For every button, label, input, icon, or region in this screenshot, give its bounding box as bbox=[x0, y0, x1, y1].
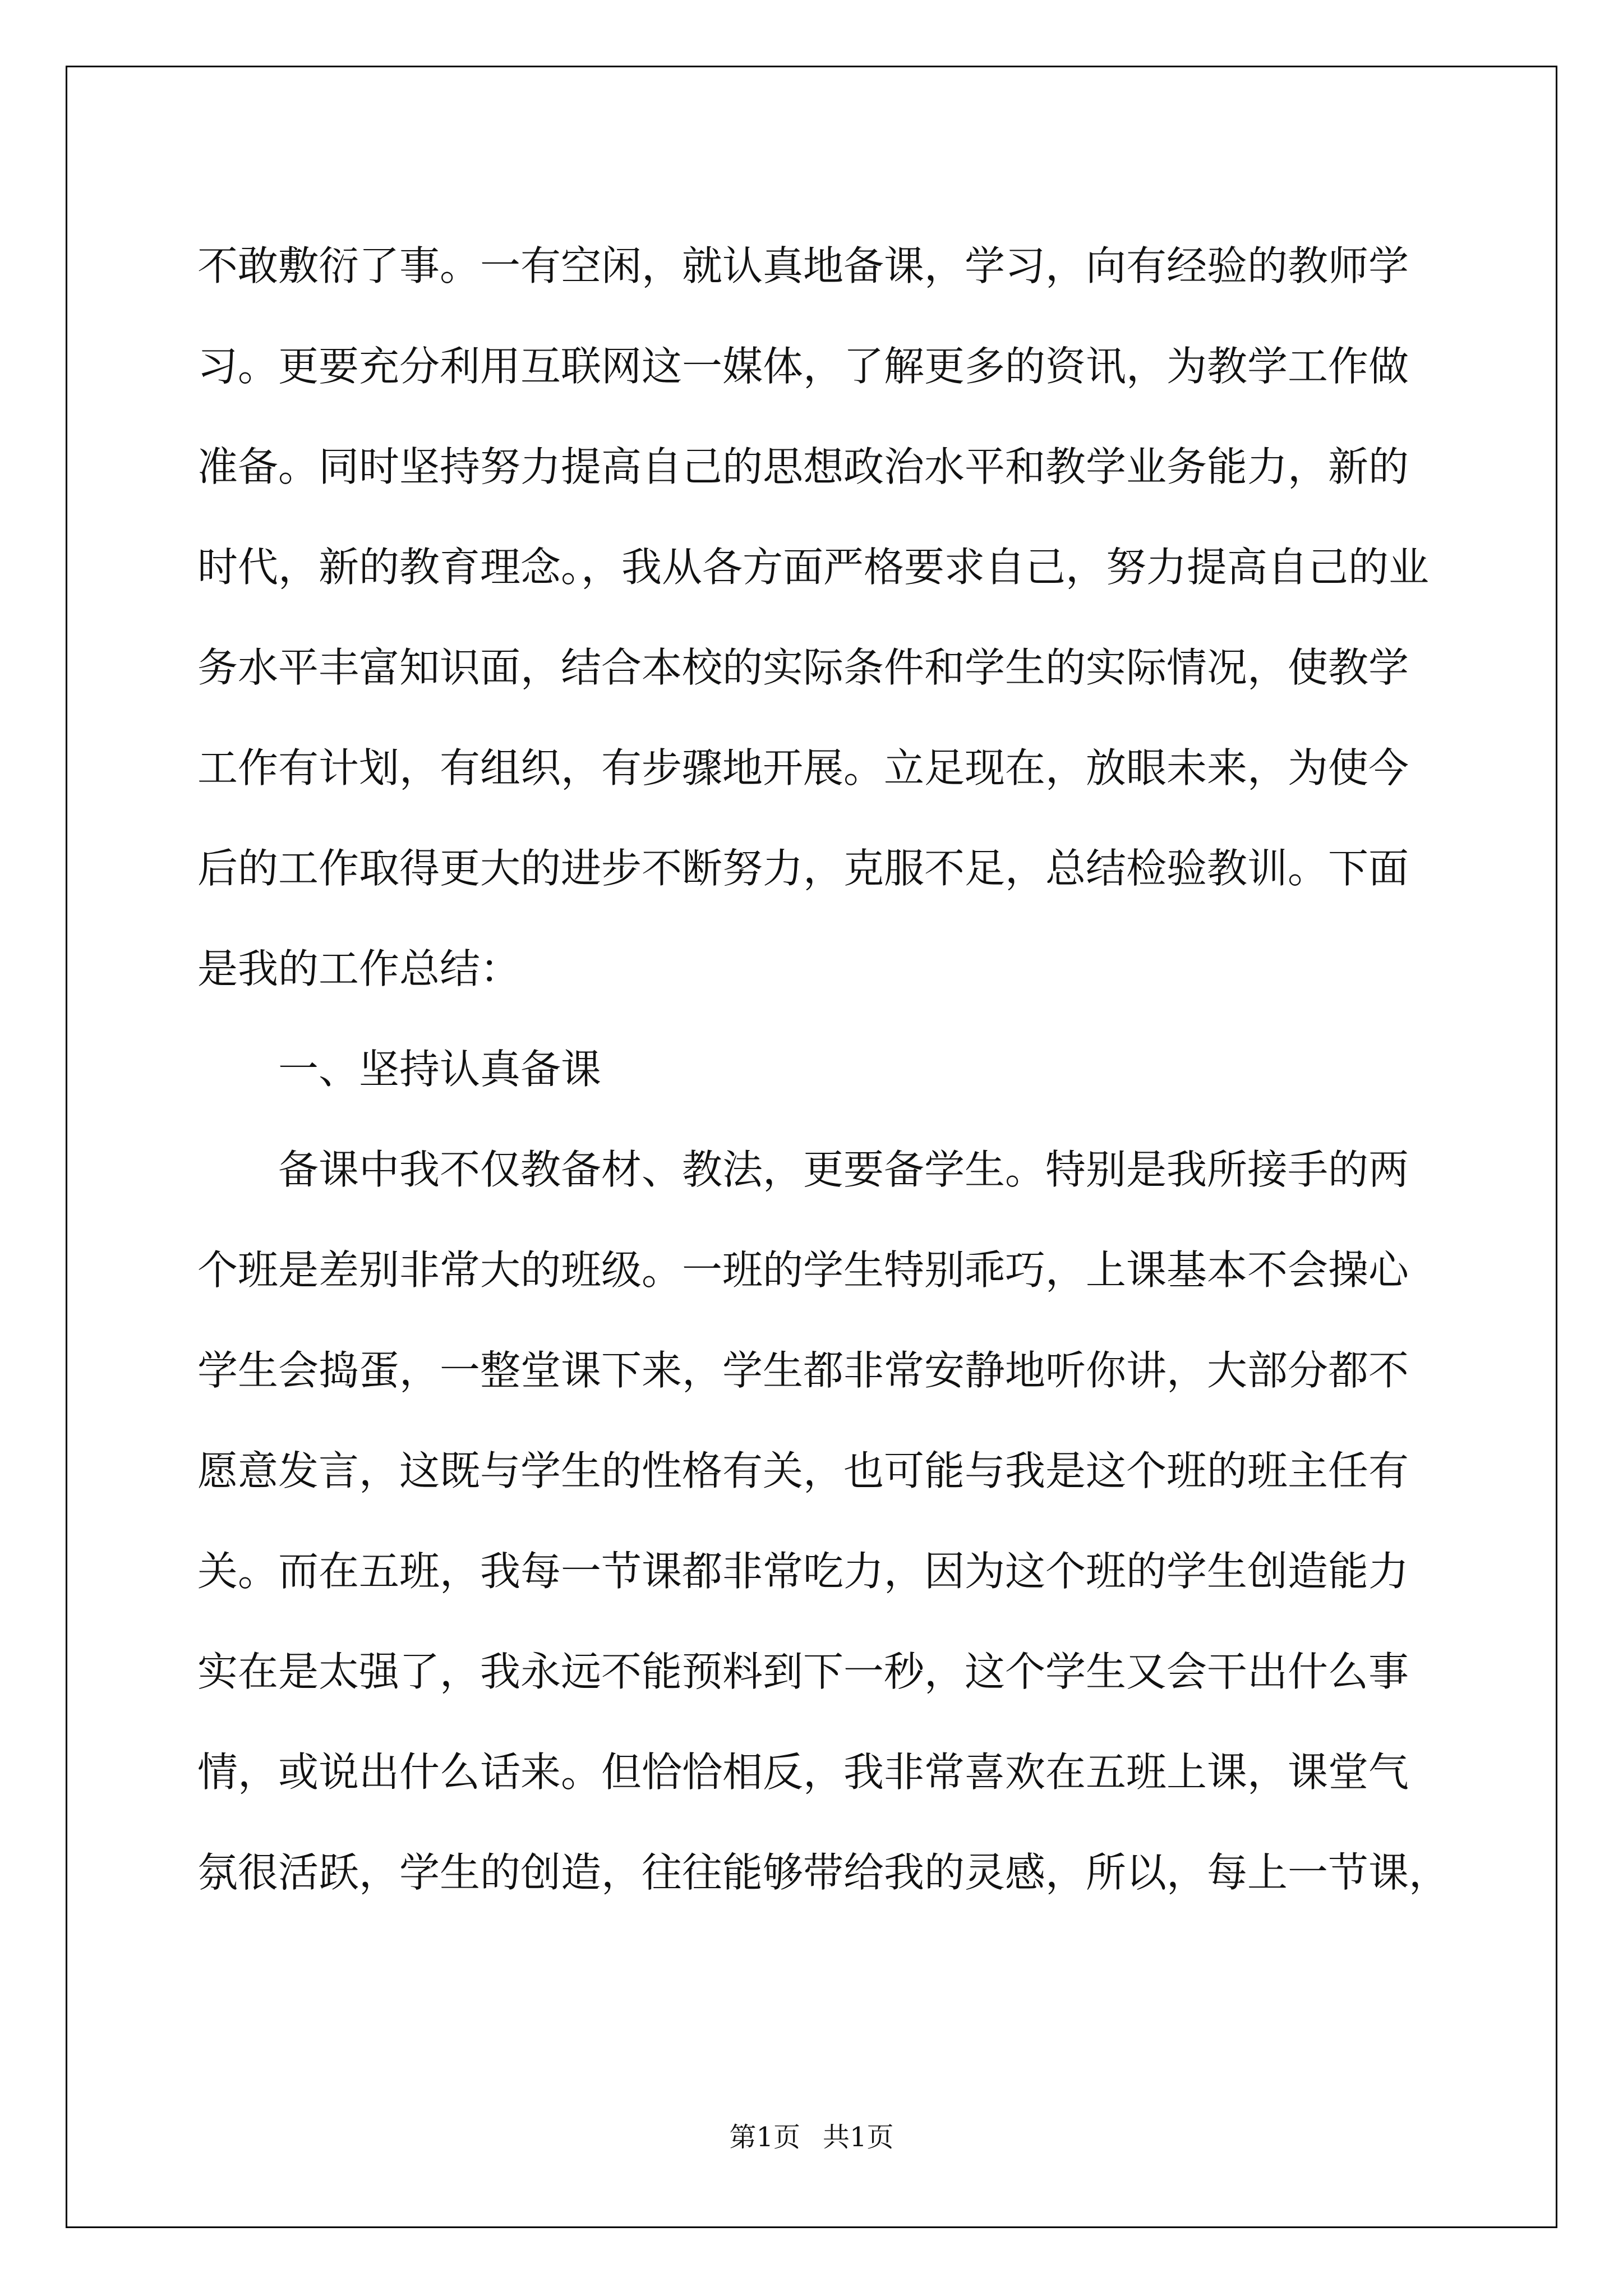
text-line: 是我的工作总结： bbox=[197, 945, 521, 992]
text-line: 备课中我不仅教备材、教法，更要备学生。特别是我所接手的两 bbox=[278, 1146, 1409, 1193]
text-line: 氛很活跃，学生的创造，往往能够带给我的灵感，所以，每上一节课， bbox=[197, 1849, 1450, 1896]
document-body bbox=[197, 216, 1450, 1923]
text-line: 愿意发言，这既与学生的性格有关，也可能与我是这个班的班主任有 bbox=[197, 1447, 1409, 1494]
page-number: 第1页 bbox=[729, 2122, 800, 2153]
section-heading bbox=[197, 1019, 1431, 1120]
text-line: 实在是太强了，我永远不能预料到下一秒，这个学生又会干出什么事 bbox=[197, 1648, 1409, 1695]
page-footer bbox=[0, 2120, 1623, 2154]
text-line: 工作有计划，有组织，有步骤地开展。立足现在，放眼未来，为使今 bbox=[197, 744, 1409, 792]
section-heading-text: 一、坚持认真备课 bbox=[278, 1046, 602, 1093]
text-line: 务水平丰富知识面，结合本校的实际条件和学生的实际情况，使教学 bbox=[197, 644, 1409, 691]
paragraph-section-1 bbox=[197, 1120, 1450, 1923]
text-line: 关。而在五班，我每一节课都非常吃力，因为这个班的学生创造能力 bbox=[197, 1548, 1409, 1595]
text-line: 准备。同时坚持努力提高自己的思想政治水平和教学业务能力，新的 bbox=[197, 443, 1409, 490]
text-line: 情，或说出什么话来。但恰恰相反，我非常喜欢在五班上课，课堂气 bbox=[197, 1749, 1409, 1796]
text-line: 后的工作取得更大的进步不断努力，克服不足，总结检验教训。下面 bbox=[197, 845, 1409, 892]
text-line: 个班是差别非常大的班级。一班的学生特别乖巧，上课基本不会操心 bbox=[197, 1246, 1409, 1294]
text-line: 学生会捣蛋，一整堂课下来，学生都非常安静地听你讲，大部分都不 bbox=[197, 1347, 1409, 1394]
paragraph-intro bbox=[197, 216, 1431, 1019]
text-line: 时代，新的教育理念。，我从各方面严格要求自己，努力提高自己的业 bbox=[197, 544, 1430, 591]
text-line: 习。更要充分利用互联网这一媒体，了解更多的资讯，为教学工作做 bbox=[197, 343, 1409, 390]
page-total: 共1页 bbox=[823, 2122, 894, 2153]
text-line: 不敢敷衍了事。一有空闲，就认真地备课，学习，向有经验的教师学 bbox=[197, 242, 1409, 289]
